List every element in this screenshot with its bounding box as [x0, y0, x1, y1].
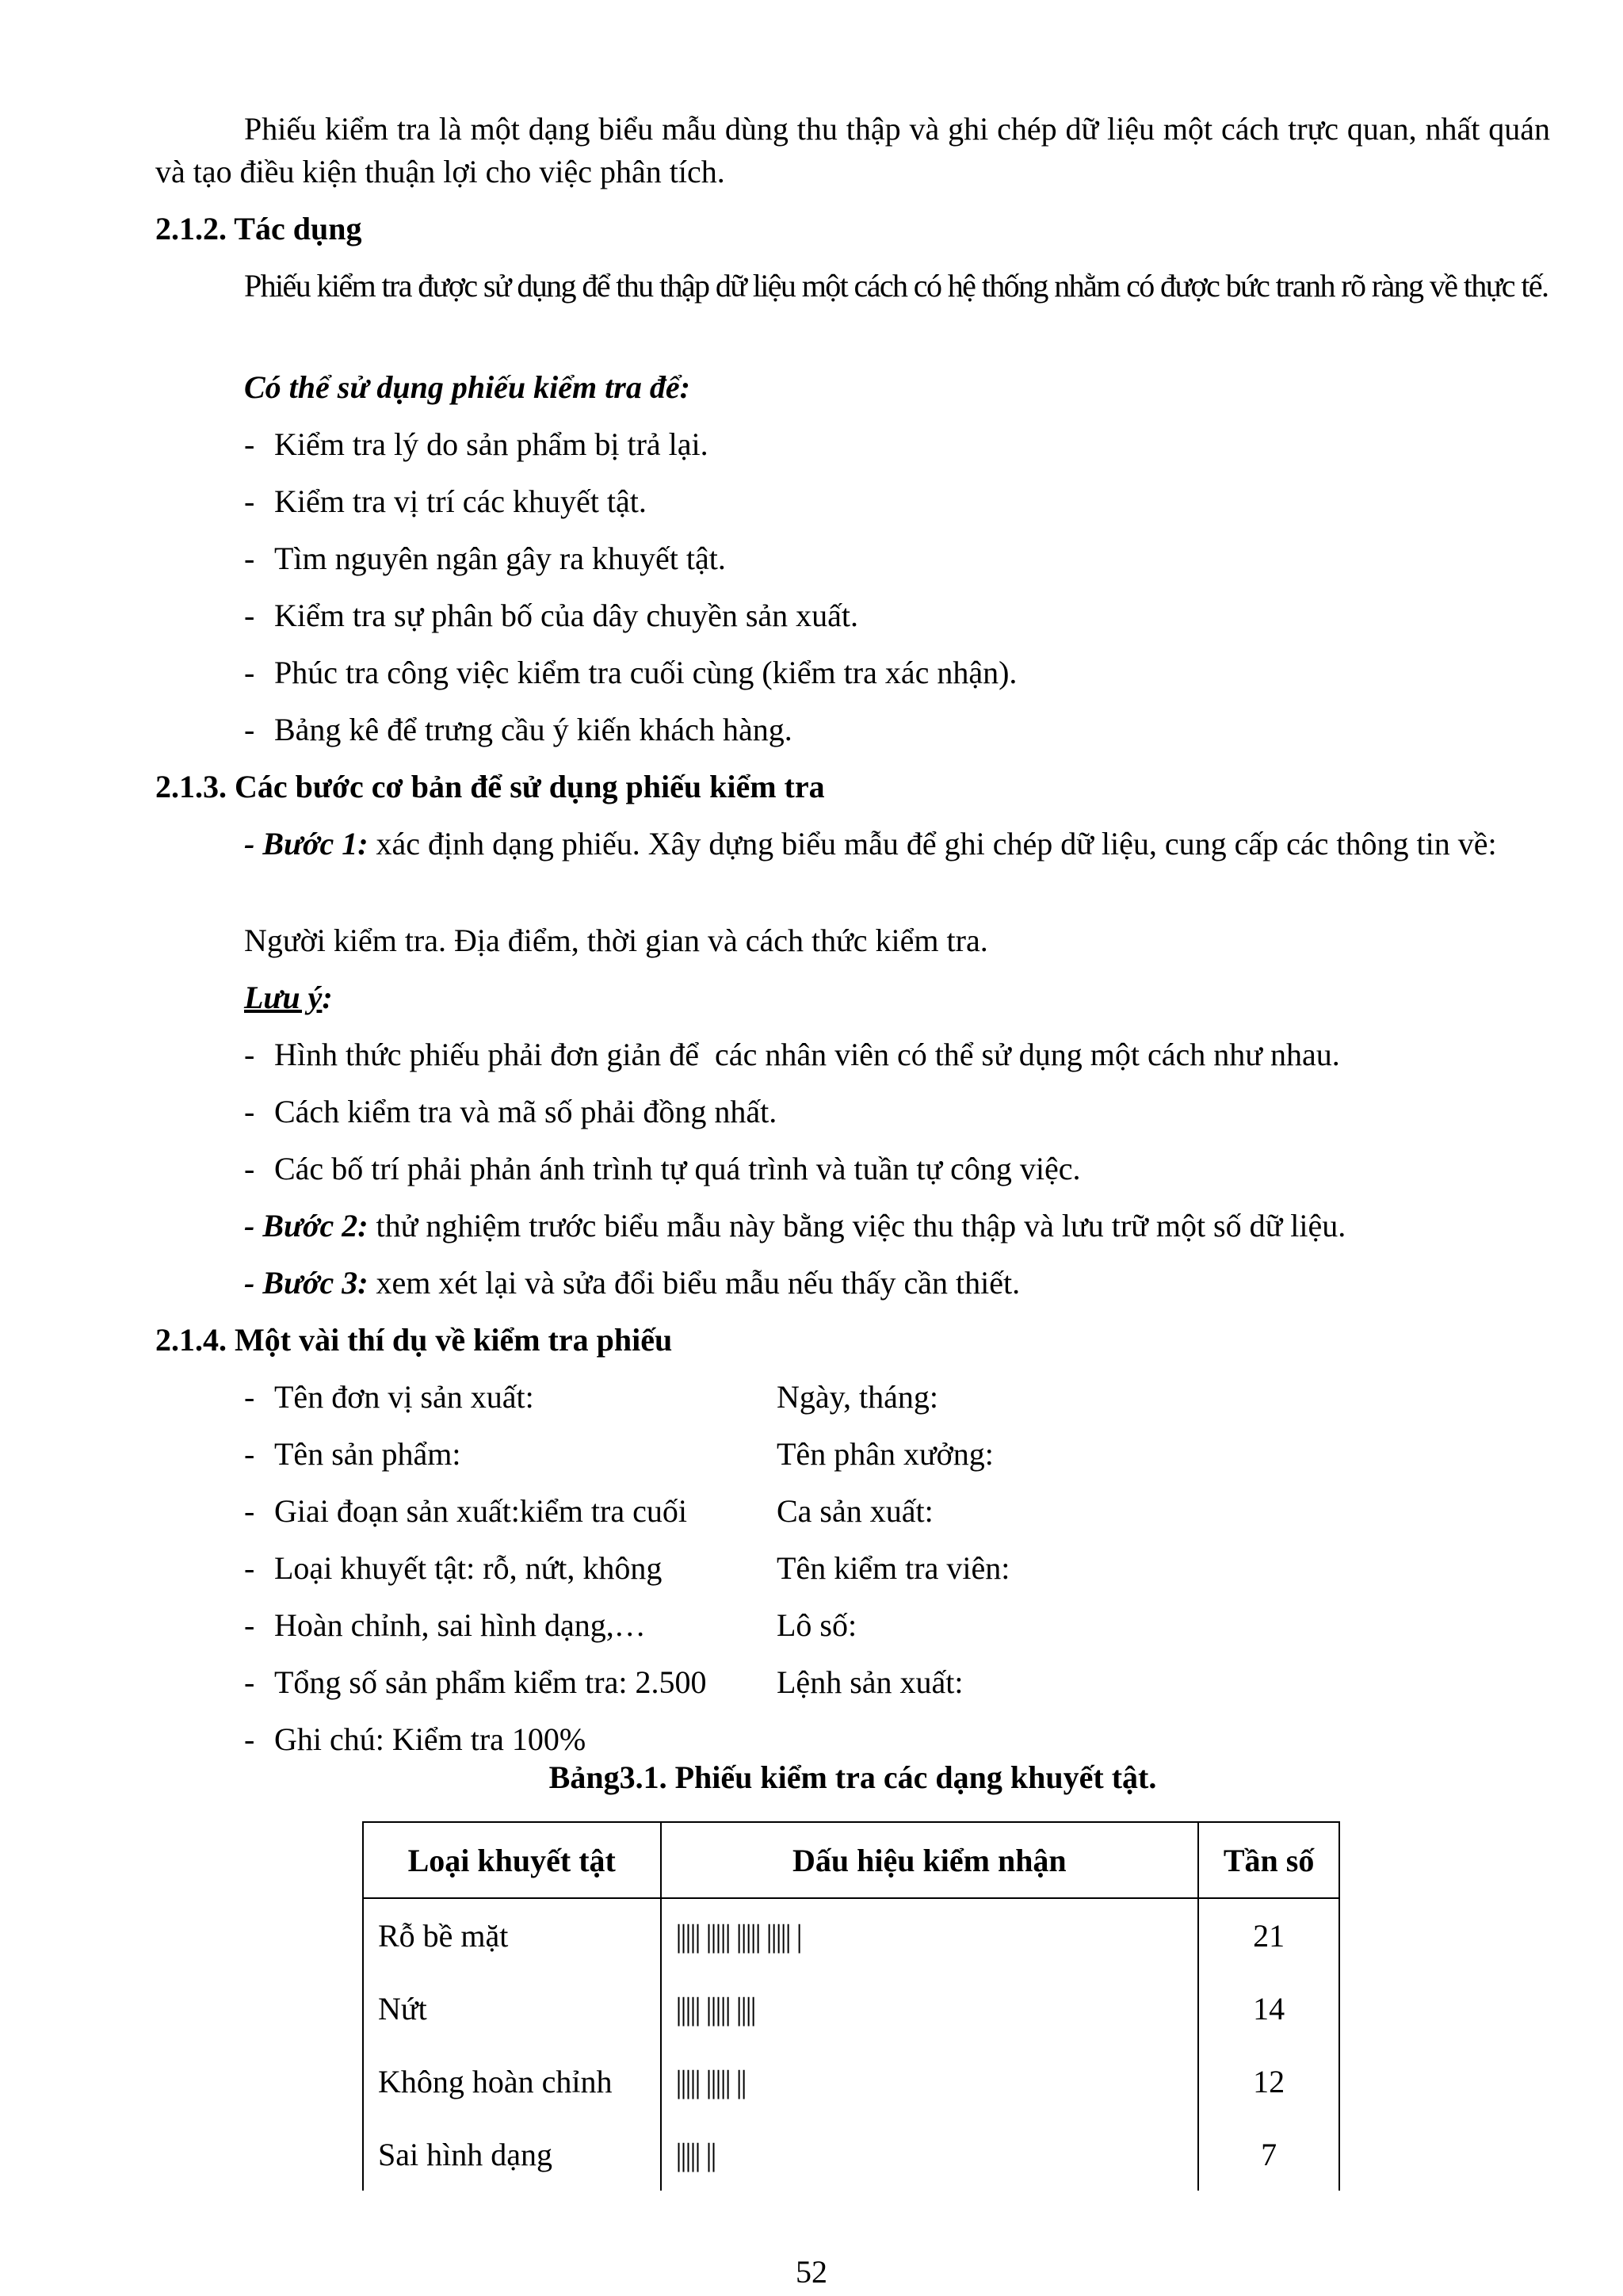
form-field-right: Lô số:: [777, 1607, 857, 1643]
form-field-right: Ca sản xuất:: [777, 1493, 934, 1529]
form-field-left: - Tên sản phẩm:: [244, 1436, 461, 1472]
list-item: - Phúc tra công việc kiểm tra cuối cùng (kiểm tra xác nhận).: [244, 655, 1018, 690]
page-number: 52: [796, 2254, 827, 2290]
table-row: [363, 1898, 1339, 1972]
frequency-cell: 14: [1198, 1972, 1339, 2045]
list-item-text: Phúc tra công việc kiểm tra cuối cùng (kiểm tra xác nhận).: [274, 655, 1018, 690]
step-2-text: thử nghiệm trước biểu mẫu này bằng việc thu thập và lưu trữ một số dữ liệu.: [376, 1208, 1346, 1244]
list-item: - Các bố trí phải phản ánh trình tự quá trình và tuần tự công việc.: [244, 1151, 1081, 1186]
step-3-paragraph: [244, 1262, 1020, 1305]
defect-type-cell: Không hoàn chỉnh: [363, 2045, 661, 2118]
section-heading-2-1-3: 2.1.3. Các bước cơ bản để sử dụng phiếu kiểm tra: [155, 769, 825, 804]
list-item: - Kiểm tra lý do sản phẩm bị trả lại.: [244, 426, 708, 462]
list-item: - Hình thức phiếu phải đơn giản để các nhân viên có thể sử dụng một cách như nhau.: [244, 1037, 1340, 1072]
list-item: - Bảng kê để trưng cầu ý kiến khách hàng.: [244, 712, 792, 747]
step-1-label: - Bước 1:: [244, 826, 369, 861]
frequency-cell: 7: [1198, 2118, 1339, 2191]
list-item-text: Hình thức phiếu phải đơn giản để các nhân viên có thể sử dụng một cách như nhau.: [274, 1037, 1340, 1072]
defect-check-table: [362, 1821, 1340, 2191]
frequency-cell: 12: [1198, 2045, 1339, 2118]
table-row: [363, 1972, 1339, 2045]
list-item: - Tìm nguyên ngân gây ra khuyết tật.: [244, 541, 726, 576]
table-row: [363, 2118, 1339, 2191]
table-caption: Bảng3.1. Phiếu kiểm tra các dạng khuyết tật.: [548, 1759, 1157, 1795]
intro-paragraph: Phiếu kiểm tra là một dạng biểu mẫu dùng thu thập và ghi chép dữ liệu một cách trực quan, nhất quán và tạo điều kiện thuận lợi cho việc phân tích.: [155, 111, 1550, 189]
table-row: [363, 2045, 1339, 2118]
step-1-paragraph: [155, 823, 1550, 865]
tally-cell: ||||| ||||| ||: [661, 2045, 1199, 2118]
column-header-tally: Dấu hiệu kiểm nhận: [661, 1822, 1199, 1898]
frequency-cell: 21: [1198, 1898, 1339, 1972]
list-item-text: Kiểm tra lý do sản phẩm bị trả lại.: [274, 426, 708, 462]
list-item-text: Bảng kê để trưng cầu ý kiến khách hàng.: [274, 712, 792, 747]
list-item: - Kiểm tra vị trí các khuyết tật.: [244, 483, 647, 519]
section-2-1-2-paragraph: Phiếu kiểm tra được sử dụng để thu thập dữ liệu một cách có hệ thống nhằm có được bức tranh rõ ràng về thực tế.: [244, 268, 1549, 304]
form-field-left: - Hoàn chỉnh, sai hình dạng,…: [244, 1607, 646, 1643]
defect-type-cell: Nứt: [363, 1972, 661, 2045]
form-field-left: - Ghi chú: Kiểm tra 100%: [244, 1721, 586, 1757]
section-heading-2-1-4: 2.1.4. Một vài thí dụ về kiểm tra phiếu: [155, 1322, 673, 1358]
tally-cell: ||||| ||||| ||||: [661, 1972, 1199, 2045]
list-item-text: Các bố trí phải phản ánh trình tự quá trình và tuần tự công việc.: [274, 1151, 1081, 1186]
form-field-left: - Tổng số sản phẩm kiểm tra: 2.500: [244, 1664, 707, 1700]
defect-type-cell: Rỗ bề mặt: [363, 1898, 661, 1972]
column-header-frequency: Tần số: [1198, 1822, 1339, 1898]
form-field-left: - Loại khuyết tật: rỗ, nứt, không: [244, 1550, 663, 1586]
step-2-label: - Bước 2:: [244, 1208, 369, 1244]
tally-cell: ||||| ||||| ||||| ||||| |: [661, 1898, 1199, 1972]
note-label: Lưu ý:: [244, 980, 333, 1015]
form-field-right: Ngày, tháng:: [777, 1379, 939, 1415]
column-header-defect-type: Loại khuyết tật: [363, 1822, 661, 1898]
tally-cell: ||||| ||: [661, 2118, 1199, 2191]
section-heading-2-1-2: 2.1.2. Tác dụng: [155, 211, 362, 246]
list-item-text: Kiểm tra vị trí các khuyết tật.: [274, 483, 647, 519]
list-item: - Cách kiểm tra và mã số phải đồng nhất.: [244, 1094, 777, 1129]
form-field-right: Tên kiểm tra viên:: [777, 1550, 1010, 1586]
step-2-paragraph: [244, 1205, 1346, 1247]
form-field-right: Lệnh sản xuất:: [777, 1664, 964, 1700]
list-item: - Kiểm tra sự phân bố của dây chuyền sản xuất.: [244, 598, 859, 633]
list-item-text: Cách kiểm tra và mã số phải đồng nhất.: [274, 1094, 777, 1129]
step-3-label: - Bước 3:: [244, 1265, 369, 1301]
uses-title: Có thể sử dụng phiếu kiểm tra để:: [244, 369, 690, 405]
form-field-left: - Giai đoạn sản xuất:kiểm tra cuối: [244, 1493, 687, 1529]
form-field-right: Tên phân xưởng:: [777, 1436, 994, 1472]
list-item-text: Tìm nguyên ngân gây ra khuyết tật.: [274, 541, 726, 576]
table-header-row: [363, 1822, 1339, 1898]
step-1-subtext: Người kiểm tra. Địa điểm, thời gian và cách thức kiểm tra.: [244, 923, 988, 958]
defect-type-cell: Sai hình dạng: [363, 2118, 661, 2191]
form-field-left: - Tên đơn vị sản xuất:: [244, 1379, 534, 1415]
step-3-text: xem xét lại và sửa đổi biểu mẫu nếu thấy cần thiết.: [376, 1265, 1021, 1301]
list-item-text: Kiểm tra sự phân bố của dây chuyền sản xuất.: [274, 598, 859, 633]
step-1-text: xác định dạng phiếu. Xây dựng biểu mẫu để ghi chép dữ liệu, cung cấp các thông tin về:: [376, 826, 1497, 861]
